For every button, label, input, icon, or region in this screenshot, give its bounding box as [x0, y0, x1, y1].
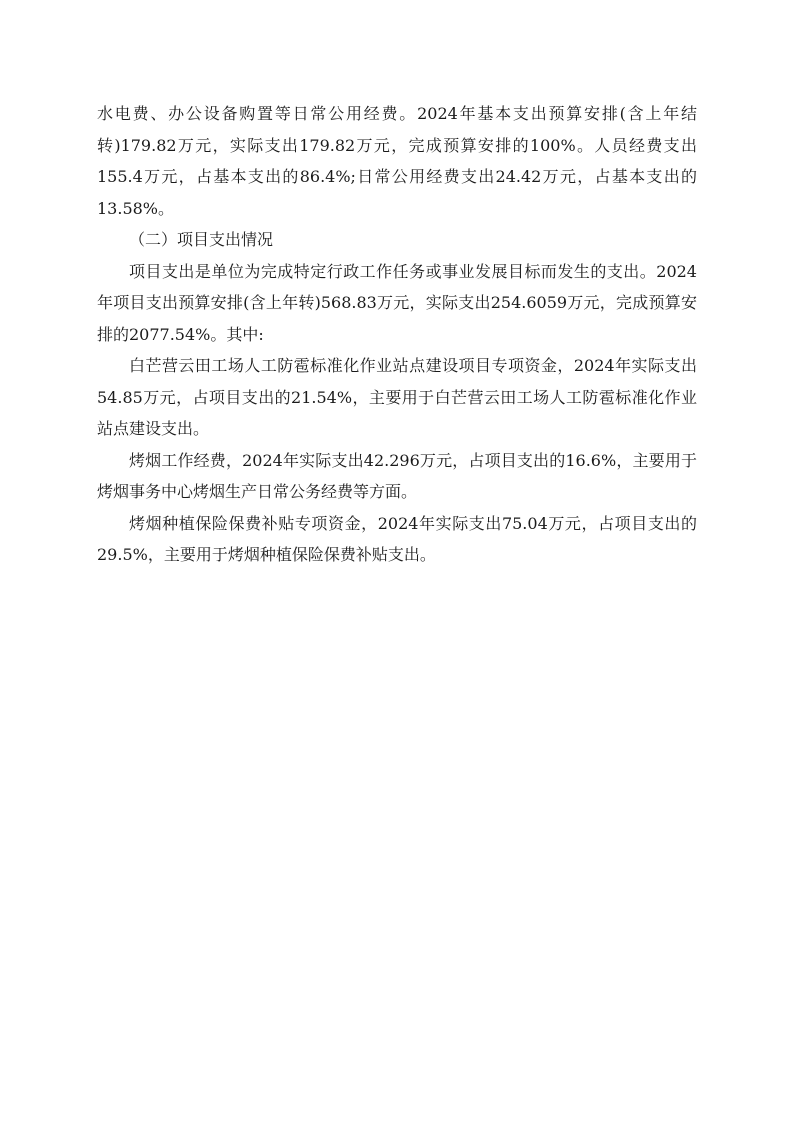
paragraph-tobacco-work-funds: 烤烟工作经费，2024年实际支出42.296万元，占项目支出的16.6%，主要用于烤烟事务中心烤烟生产日常公务经费等方面。	[97, 450, 697, 501]
section-heading-project-expense: （二）项目支出情况	[129, 230, 274, 249]
paragraph-tobacco-insurance-subsidy: 烤烟种植保险保费补贴专项资金，2024年实际支出75.04万元，占项目支出的29.5%，主要用于烤烟种植保险保费补贴支出。	[97, 513, 697, 564]
paragraph-basic-expense-continued: 水电费、办公设备购置等日常公用经费。2024年基本支出预算安排(含上年结转)179.82万元，实际支出179.82万元，完成预算安排的100%。人员经费支出155.4万元，占基本支出的86.4%;日常公用经费支出24.42万元，占基本支出的13.58%。	[97, 104, 697, 218]
paragraph-project-expense-summary: 项目支出是单位为完成特定行政工作任务或事业发展目标而发生的支出。2024年项目支出预算安排(含上年转)568.83万元，实际支出254.6059万元，完成预算安排的2077.54%。其中:	[97, 261, 697, 344]
paragraph-hail-station-project: 白芒营云田工场人工防雹标准化作业站点建设项目专项资金，2024年实际支出54.85万元，占项目支出的21.54%，主要用于白芒营云田工场人工防雹标准化作业站点建设支出。	[97, 356, 697, 438]
document-body	[97, 98, 697, 571]
